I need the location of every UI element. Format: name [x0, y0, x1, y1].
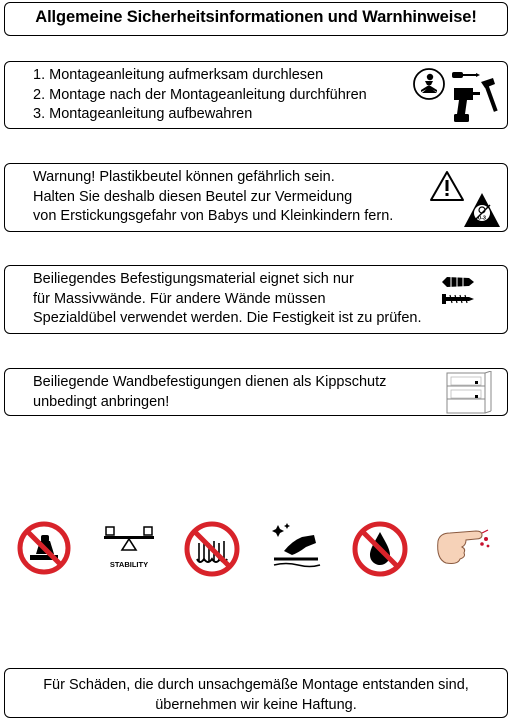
text-line: Für Schäden, die durch unsachgemäße Montage entstanden sind,	[43, 677, 469, 693]
wall-plug-icon	[441, 276, 475, 288]
no-heavy-load-icon	[17, 521, 71, 575]
plastic-bag-warning-box	[4, 163, 508, 232]
title-box	[4, 2, 508, 36]
list-item: 1. Montageanleitung aufmerksam durchlesen	[33, 67, 324, 83]
hammer-icon	[479, 78, 505, 114]
list-item: 3. Montageanleitung aufbewahren	[33, 106, 253, 122]
screw-icon	[441, 293, 475, 305]
read-manual-icon	[413, 68, 445, 100]
no-water-icon	[351, 521, 409, 577]
age-warning-icon	[463, 192, 501, 228]
tipping-text	[33, 373, 386, 412]
page-title: Allgemeine Sicherheitsinformationen und Warnhinweise!	[35, 8, 477, 26]
shelf-wall-anchor-icon	[445, 371, 493, 415]
fixing-material-box	[4, 265, 508, 334]
stability-icon	[100, 523, 158, 573]
screwdriver-icon	[451, 70, 481, 80]
assembly-instructions-box	[4, 61, 508, 129]
text-line: Warnung! Plastikbeutel können gefährlich sein.	[33, 169, 335, 185]
warning-text	[33, 168, 393, 227]
text-line: für Massivwände. Für andere Wände müssen	[33, 290, 326, 307]
age-label: 0-3	[478, 215, 486, 222]
drill-icon	[451, 86, 481, 124]
text-line: von Erstickungsgefahr von Babys und Kleinkindern fern.	[33, 208, 394, 224]
text-line: Spezialdübel verwendet werden. Die Festigkeit ist zu prüfen.	[33, 310, 422, 326]
no-heat-icon	[184, 521, 240, 577]
text-line: Beiliegendes Befestigungsmaterial eignet sich nur	[33, 271, 354, 287]
wipe-clean-icon	[270, 523, 322, 573]
text-line: Halten Sie deshalb diesen Beutel zur Vermeidung	[33, 188, 353, 205]
text-line: Beiliegende Wandbefestigungen dienen als Kippschutz	[33, 374, 387, 390]
liability-text	[5, 676, 507, 715]
text-line: unbedingt anbringen!	[33, 393, 170, 410]
fixing-text	[33, 270, 421, 329]
stability-label: STABILITY	[109, 560, 149, 569]
tip-protection-box	[4, 368, 508, 416]
text-line: übernehmen wir keine Haftung.	[155, 696, 357, 713]
liability-disclaimer-box	[4, 668, 508, 718]
list-item: 2. Montage nach der Montageanleitung durchführen	[33, 86, 367, 103]
exclamation-warning-icon	[429, 170, 465, 202]
assembly-list	[33, 66, 367, 125]
sharp-edge-finger-icon	[432, 523, 494, 569]
